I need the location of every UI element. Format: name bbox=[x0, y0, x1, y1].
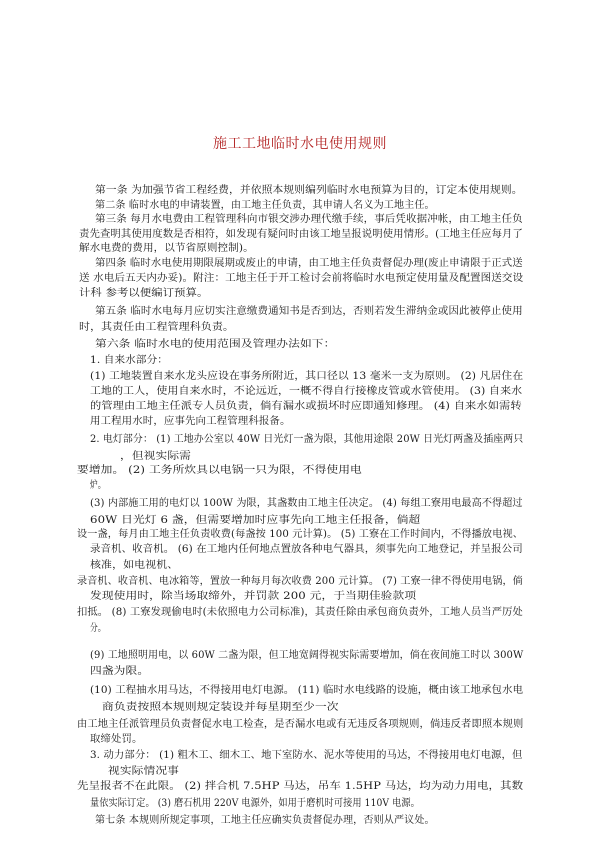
body-line: 四盏为限。 bbox=[90, 666, 150, 677]
body-line: 第六条 临时水电的使用范围及管理办法如下： bbox=[95, 339, 336, 350]
body-line: ，但视实际需 bbox=[120, 451, 191, 462]
body-line: (10) 工程抽水用马达，不得接用电灯电源。 (11) 临时水电线路的设施，概由该工地承包水电 bbox=[90, 685, 524, 696]
body-line: 第三条 每月水电费由工程管理科向市银交涉办理代缴手续，事后凭收据冲帐，由工地主任负 bbox=[95, 214, 523, 225]
body-line: 由工地主任派管理员负责督促水电工检查，是否漏水电或有无违反各项规则，倘违反者即照本规则 bbox=[77, 719, 524, 730]
body-line: (1) 工地装置自来水龙头应设在事务所附近，其口径以 13 毫米一支为原则。 (2) 凡居住在 bbox=[90, 371, 524, 382]
body-line: 炉。 bbox=[90, 480, 106, 491]
body-line: 录音机、收音机。 (6) 在工地内任何地点置放各种电气器具，须事先向工地登记，并呈报公司 bbox=[90, 544, 523, 555]
document-title: 施工工地临时水电使用规则 bbox=[213, 136, 387, 152]
body-line: 发现使用时，除当场取缔外，并罚款 200 元，于当期佳验款项 bbox=[90, 591, 417, 602]
body-line: 第二条 临时水电的申请装置，由工地主任负责，其申请人名义为工地主任。 bbox=[95, 200, 435, 211]
body-line: 2. 电灯部分： (1) 工地办公室以 40W 日光灯一盏为限，其他用途限 20W 日光灯两盏及插座两只 bbox=[90, 434, 524, 445]
body-line: 设一盏，每月由工地主任负责收费(每盏按 100 元计算)。 (5) 工寮在工作时间内，不得播放电视、 bbox=[77, 529, 524, 540]
body-line: (9) 工地照明用电，以 60W 二盏为限，但工地宽阔得视实际需要增加，倘在夜间施工时以 300W bbox=[90, 650, 524, 661]
body-line: 分。 bbox=[90, 623, 106, 634]
body-line: 取缔处罚。 bbox=[90, 734, 143, 745]
body-line: 用工程用水时，应事先向工程管理科报备。 bbox=[90, 416, 291, 427]
body-line: 视实际情况事 bbox=[108, 766, 179, 777]
body-line: 扣抵。 (8) 工寮发现偷电时(未依照电力公司标准)，其责任除由承包商负责外，工地人员当严厉处 bbox=[77, 607, 523, 618]
body-line: 计科 参考以便编订预算。 bbox=[79, 288, 209, 299]
body-line: 解水电费的费用，以节省原则控制)。 bbox=[79, 243, 254, 254]
body-line: 量依实际订定。 (3) 磨石机用 220V 电源外，如用于磨机时可接用 110V 电源。 bbox=[90, 798, 420, 809]
body-line: 第一条 为加强节省工程经费，并依照本规则编列临时水电预算为目的，订定本使用规则。 bbox=[95, 185, 523, 196]
body-line: 先呈报者不在此限。 (2) 拌合机 7.5HP 马达，吊车 1.5HP 马达，均为动力用电，其数 bbox=[77, 781, 524, 792]
body-line: (3) 内部施工用的电灯以 100W 为限，其盏数由工地主任决定。 (4) 每组工寮用电最高不得超过 bbox=[90, 498, 523, 509]
body-line: 要增加。 (2) 工务所炊具以电锅一只为限，不得使用电 bbox=[77, 465, 362, 476]
body-line: 3. 动力部分： (1) 粗木工、细木工、地下室防水、泥水等使用的马达，不得接用电灯电源，但 bbox=[90, 750, 523, 761]
body-line: 第四条 临时水电使用期限展期或废止的申请，由工地主任负责督促办理(废止申请限于正式送 bbox=[95, 258, 523, 269]
body-line: 1. 自来水部分： bbox=[90, 355, 168, 366]
body-line: 送 水电后五天内办妥)。附注：工地主任于开工检讨会前将临时水电预定使用量及配置图送交设 bbox=[79, 273, 524, 284]
body-line: 第七条 本规则所规定事项，工地主任应确实负责督促办理，否则从严议处。 bbox=[95, 815, 435, 826]
body-line: 责先查明其使用度数是否相符，如发现有疑问时由该工地呈报说明使用情形。(工地主任应每月了 bbox=[79, 229, 524, 240]
body-line: 60W 日光灯 6 盏，但需要增加时应事先向工地主任报备，倘超 bbox=[90, 515, 421, 526]
body-line: 录音机、收音机、电冰箱等，置放一种每月每次收费 200 元计算。 (7) 工寮一律不得使用电锅，倘 bbox=[77, 576, 523, 587]
body-line: 商负责按照本规则规定装设并每星期至少一次 bbox=[102, 702, 339, 713]
body-line: 时，其责任由工程管理科负责。 bbox=[79, 322, 234, 333]
body-line: 工地的工人，使用自来水时，不论远近，一概不得自行接橡皮管或水管使用。 (3) 自来水 bbox=[90, 386, 523, 397]
body-line: 第五条 临时水电每月应切实注意缴费通知书是否到达，否则若发生滞纳金或因此被停止使用 bbox=[95, 306, 523, 317]
body-line: 核准，如电视机、 bbox=[90, 560, 179, 571]
body-line: 的管理由工地主任派专人员负责，倘有漏水或损坏时应即通知修理。 (4) 自来水如需转 bbox=[90, 401, 522, 412]
